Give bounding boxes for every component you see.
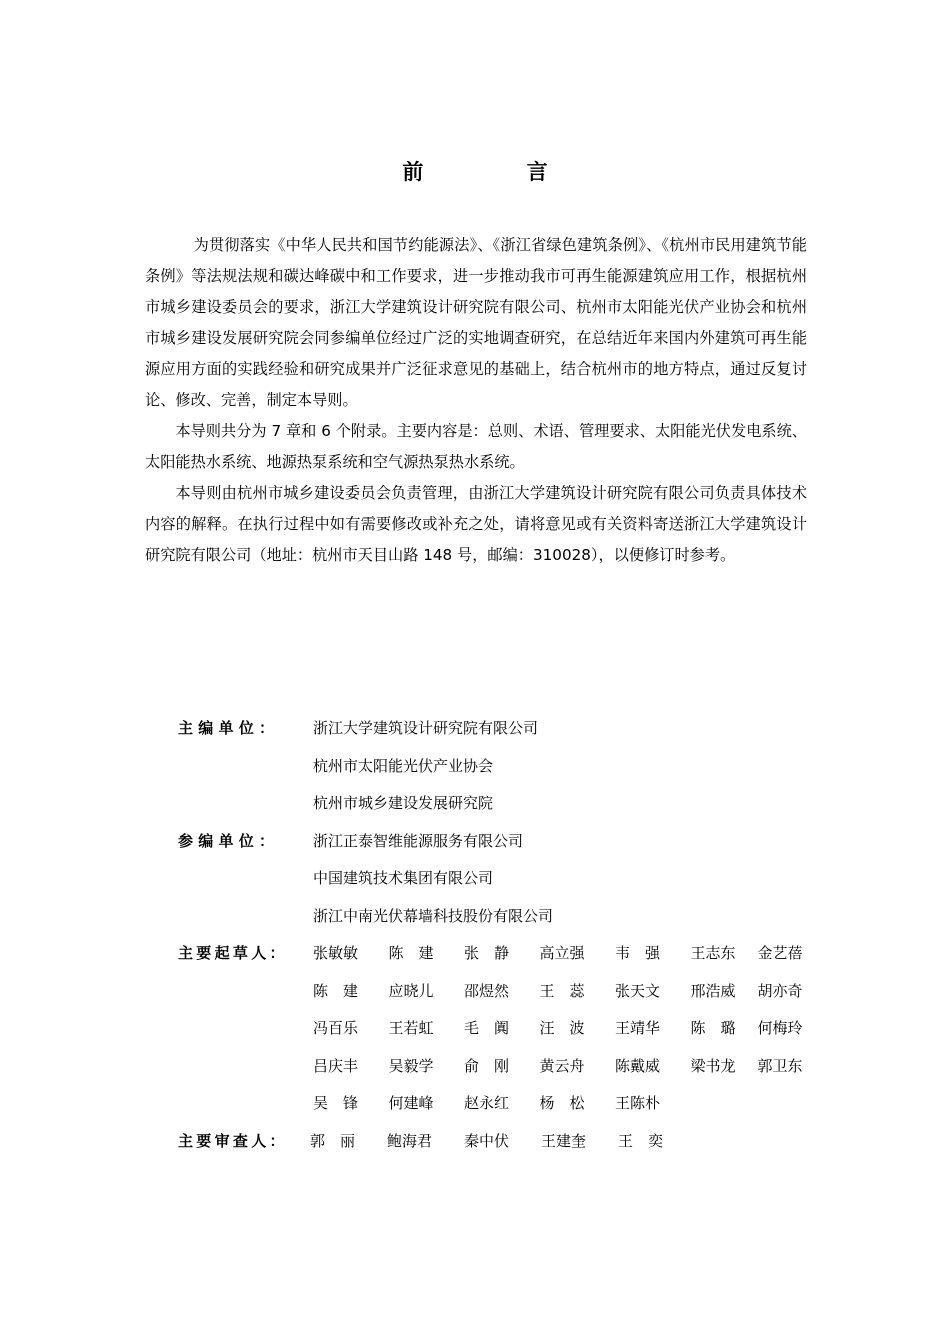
drafter-name: 张敏敏 xyxy=(313,944,359,962)
chief-editor-unit: 杭州市城乡建设发展研究院 xyxy=(313,794,494,812)
page-title: 前 言 xyxy=(402,160,596,184)
drafter-name: 陈戴威 xyxy=(615,1056,661,1075)
co-editor-row xyxy=(178,823,818,861)
reviewer-name: 秦中伏 xyxy=(464,1131,510,1150)
drafter-name: 吕庆丰 xyxy=(313,1056,359,1075)
drafter-name: 郭卫东 xyxy=(757,1056,803,1075)
preface-paragraph-3: 本导则由杭州市城乡建设委员会负责管理，由浙江大学建筑设计研究院有限公司负责具体技术内容的解释。在执行过程中如有需要修改或补充之处，请将意见或有关资料寄送浙江大学建筑设计研究院有限公司（地址：杭州市天目山路 148 号，邮编：310028），以便修订时参考。 xyxy=(145,484,807,564)
drafter-name: 邢浩威 xyxy=(690,981,736,1000)
drafter-name: 俞 刚 xyxy=(464,1056,510,1075)
reviewers-label: 主要审查人： xyxy=(178,1131,288,1150)
drafter-row xyxy=(178,935,818,973)
editorial-info xyxy=(178,710,818,1160)
drafter-name: 应晓儿 xyxy=(388,981,434,1000)
drafter-name: 王 蕊 xyxy=(539,981,585,1000)
drafter-name: 吴毅学 xyxy=(388,1056,434,1075)
co-editor-row xyxy=(178,898,818,936)
drafter-name: 韦 强 xyxy=(615,944,661,962)
co-editor-label: 参编单位： xyxy=(178,831,280,850)
drafter-row xyxy=(178,1010,818,1048)
drafter-name: 陈 建 xyxy=(313,981,359,1000)
preface-paragraph-2: 本导则共分为 7 章和 6 个附录。主要内容是：总则、术语、管理要求、太阳能光伏发电系统、太阳能热水系统、地源热泵系统和空气源热泵热水系统。 xyxy=(145,422,807,471)
drafter-name: 冯百乐 xyxy=(313,1019,359,1037)
drafter-name: 黄云舟 xyxy=(539,1056,585,1075)
co-editor-unit: 浙江正泰智维能源服务有限公司 xyxy=(313,831,524,850)
drafter-name: 毛 阗 xyxy=(464,1019,510,1037)
drafter-name: 吴 锋 xyxy=(313,1094,359,1112)
drafter-name: 胡亦奇 xyxy=(757,981,803,1000)
drafter-row xyxy=(178,1085,818,1123)
drafter-name: 邵煜然 xyxy=(464,981,510,1000)
drafter-name: 张 静 xyxy=(464,944,510,962)
drafter-name: 金艺蓓 xyxy=(757,944,803,962)
chief-editor-label: 主编单位： xyxy=(178,719,280,737)
drafter-name: 王靖华 xyxy=(615,1019,661,1037)
co-editor-row xyxy=(178,860,818,898)
chief-editor-row xyxy=(178,748,818,786)
chief-editor-row xyxy=(178,785,818,823)
drafter-row xyxy=(178,973,818,1011)
reviewer-name: 郭 丽 xyxy=(310,1131,356,1150)
drafter-name: 梁书龙 xyxy=(690,1056,736,1075)
preface-paragraph-1: 为贯彻落实《中华人民共和国节约能源法》、《浙江省绿色建筑条例》、《杭州市民用建筑节能条例》等法规法规和碳达峰碳中和工作要求，进一步推动我市可再生能源建筑应用工作，根据杭州市城乡建设委员会的要求，浙江大学建筑设计研究院有限公司、杭州市太阳能光伏产业协会和杭州市城乡建设发展研究院会同参编单位经过广泛的实地调查研究，在总结近年来国内外建筑可再生能源应用方面的实践经验和研究成果并广泛征求意见的基础上，结合杭州市的地方特点，通过反复讨论、修改、完善，制定本导则。 xyxy=(145,236,807,409)
drafter-name: 杨 松 xyxy=(539,1094,585,1112)
drafter-name: 陈 建 xyxy=(388,944,434,962)
chief-editor-unit: 浙江大学建筑设计研究院有限公司 xyxy=(313,719,539,737)
drafter-row xyxy=(178,1048,818,1086)
reviewer-name: 王 奕 xyxy=(618,1131,664,1150)
co-editor-unit: 中国建筑技术集团有限公司 xyxy=(313,869,494,887)
drafter-name: 汪 波 xyxy=(539,1019,585,1037)
drafter-name: 高立强 xyxy=(539,944,585,962)
drafter-name: 赵永红 xyxy=(464,1094,510,1112)
reviewer-name: 王建奎 xyxy=(541,1131,587,1150)
drafter-name: 陈 璐 xyxy=(690,1019,736,1037)
drafter-name: 张天文 xyxy=(615,981,661,1000)
drafters-label: 主要起草人： xyxy=(178,944,288,962)
preface-body xyxy=(145,230,807,571)
chief-editor-unit: 杭州市太阳能光伏产业协会 xyxy=(313,756,494,775)
chief-editor-row xyxy=(178,710,818,748)
co-editor-unit: 浙江中南光伏幕墙科技股份有限公司 xyxy=(313,906,554,925)
reviewer-row xyxy=(178,1123,818,1161)
drafter-name: 王若虹 xyxy=(388,1019,434,1037)
drafter-name: 何建峰 xyxy=(388,1094,434,1112)
drafter-name: 何梅玲 xyxy=(757,1019,803,1037)
drafter-name: 王志东 xyxy=(690,944,736,962)
reviewer-name: 鲍海君 xyxy=(387,1131,433,1150)
drafter-name: 王陈朴 xyxy=(615,1094,661,1112)
